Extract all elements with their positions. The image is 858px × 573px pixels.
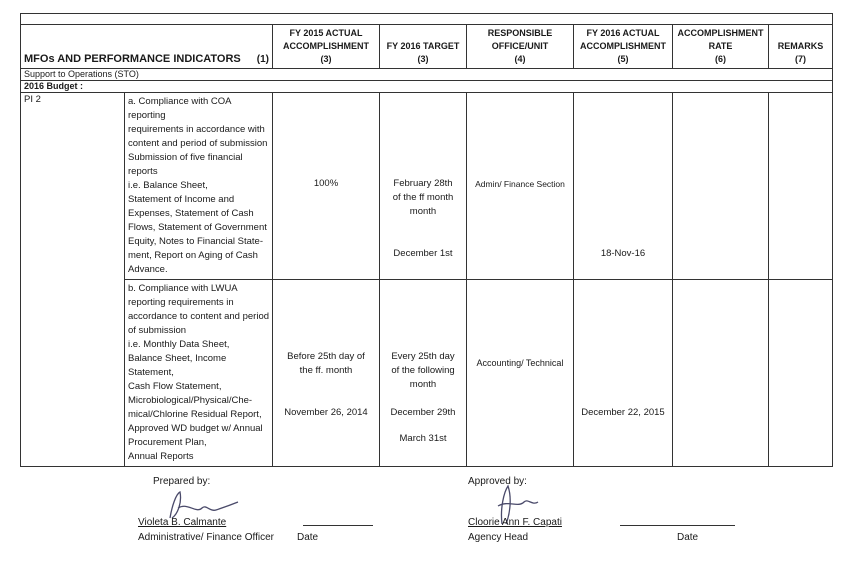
fy2015-line: the ff. month — [299, 365, 353, 376]
header-row — [21, 25, 833, 69]
indicator-line: requirements in accordance with — [128, 124, 265, 135]
remarks-cell — [769, 280, 833, 467]
remarks-cell — [769, 93, 833, 280]
header-office-line1: RESPONSIBLE — [487, 28, 553, 38]
section-row-support — [21, 69, 833, 81]
section-support: Support to Operations (STO) — [21, 69, 833, 81]
header-target-number: (3) — [417, 54, 429, 64]
indicator-line: of submission — [128, 325, 187, 336]
header-rate-line2: RATE — [708, 41, 733, 51]
report-sheet — [20, 13, 832, 467]
approved-date: Date — [677, 532, 699, 543]
office-value: Admin/ Finance Section — [475, 179, 565, 189]
fy2015-line: Before 25th day of — [287, 351, 365, 362]
target-line: of the ff month — [392, 192, 454, 203]
target-date: December 1st — [393, 248, 453, 259]
header-rate-number: (6) — [715, 54, 726, 64]
indicator-line: Equity, Notes to Financial State- — [128, 236, 263, 247]
date-line — [303, 525, 373, 526]
indicator-line: Statement of Income and — [128, 194, 235, 205]
approved-label: Approved by: — [468, 476, 527, 487]
indicator-a — [125, 93, 273, 280]
table-row — [21, 93, 833, 280]
header-office-line2: OFFICE/UNIT — [491, 41, 549, 51]
header-office-number: (4) — [514, 54, 526, 64]
indicator-line: Balance Sheet, Income Statement, — [128, 353, 227, 378]
header-fy2016-actual — [574, 25, 673, 69]
target-line: month — [409, 206, 437, 217]
header-remarks-number: (7) — [795, 54, 806, 64]
header-fy2015 — [273, 25, 380, 69]
indicator-line: Procurement Plan, — [128, 437, 207, 448]
target-date: December 29th — [390, 407, 456, 418]
fy2015-value: 100% — [313, 178, 339, 189]
target-date: March 31st — [399, 433, 447, 444]
header-rate — [673, 25, 769, 69]
fy2016-value: 18-Nov-16 — [600, 248, 646, 259]
indicator-line: Expenses, Statement of Cash — [128, 208, 254, 219]
indicator-line: Microbiological/Physical/Che- — [128, 395, 253, 406]
indicator-line: Cash Flow Statement, — [128, 381, 222, 392]
office-value: Accounting/ Technical — [476, 358, 564, 368]
header-mfo — [21, 25, 273, 69]
indicator-line: accordance to content and period — [128, 311, 270, 322]
header-fy2015-number: (3) — [320, 54, 332, 64]
approved-title: Agency Head — [468, 532, 529, 543]
rate-cell — [673, 93, 769, 280]
indicator-line: Approved WD budget w/ Annual — [128, 423, 263, 434]
fy2015-date: November 26, 2014 — [284, 407, 368, 418]
pi-label: PI 2 — [21, 93, 125, 467]
indicator-line: a. Compliance with COA reporting — [128, 96, 231, 121]
fy2015-cell — [273, 280, 380, 467]
rate-cell — [673, 280, 769, 467]
office-cell — [467, 280, 574, 467]
indicator-line: Advance. — [128, 264, 168, 275]
section-row-budget — [21, 81, 833, 93]
indicator-line: mical/Chlorine Residual Report, — [128, 409, 262, 420]
prepared-name: Violeta B. Calmante — [138, 517, 227, 528]
table-row — [21, 280, 833, 467]
header-office — [467, 25, 574, 69]
header-fy2016-target — [380, 25, 467, 69]
header-remarks — [769, 25, 833, 69]
fy2016-cell — [574, 280, 673, 467]
header-mfo-number: (1) — [256, 54, 269, 65]
indicator-line: reports — [128, 166, 158, 177]
target-cell — [380, 280, 467, 467]
header-fy2016-line1: FY 2016 ACTUAL — [586, 28, 660, 38]
date-line — [620, 525, 735, 526]
prepared-date: Date — [297, 532, 319, 543]
header-fy2016-number: (5) — [617, 54, 629, 64]
fy2015-cell — [273, 93, 380, 280]
indicator-line: content and period of submission — [128, 138, 268, 149]
target-cell — [380, 93, 467, 280]
indicator-line: Annual Reports — [128, 451, 194, 462]
indicator-line: i.e. Balance Sheet, — [128, 180, 208, 191]
target-line: February 28th — [393, 178, 453, 189]
fy2016-value: December 22, 2015 — [581, 407, 665, 418]
indicator-line: reporting requirements in — [128, 297, 234, 308]
header-fy2015-line2: ACCOMPLISHMENT — [283, 41, 369, 51]
header-fy2015-line1: FY 2015 ACTUAL — [289, 28, 363, 38]
header-fy2016-line2: ACCOMPLISHMENT — [580, 41, 666, 51]
target-line: Every 25th day — [391, 351, 455, 362]
approved-name: Cloorie Ann F. Capati — [468, 517, 562, 528]
top-border-row — [21, 14, 833, 25]
header-rate-line1: ACCOMPLISHMENT — [677, 28, 764, 38]
target-line: month — [409, 379, 437, 390]
prepared-title: Administrative/ Finance Officer — [138, 532, 274, 543]
performance-table — [20, 13, 833, 467]
office-cell — [467, 93, 574, 280]
section-budget: 2016 Budget : — [21, 81, 833, 93]
indicator-line: Submission of five financial — [128, 152, 243, 163]
indicator-line: ment, Report on Aging of Cash — [128, 250, 258, 261]
indicator-line: Flows, Statement of Government — [128, 222, 267, 233]
indicator-line: b. Compliance with LWUA — [128, 283, 238, 294]
prepared-label: Prepared by: — [153, 476, 211, 487]
header-mfo-label: MFOs AND PERFORMANCE INDICATORS — [24, 53, 241, 65]
indicator-b — [125, 280, 273, 467]
indicator-line: i.e. Monthly Data Sheet, — [128, 339, 230, 350]
header-remarks-line1: REMARKS — [777, 41, 824, 51]
target-line: of the following — [391, 365, 455, 376]
header-target-line1: FY 2016 TARGET — [386, 41, 460, 51]
fy2016-cell — [574, 93, 673, 280]
